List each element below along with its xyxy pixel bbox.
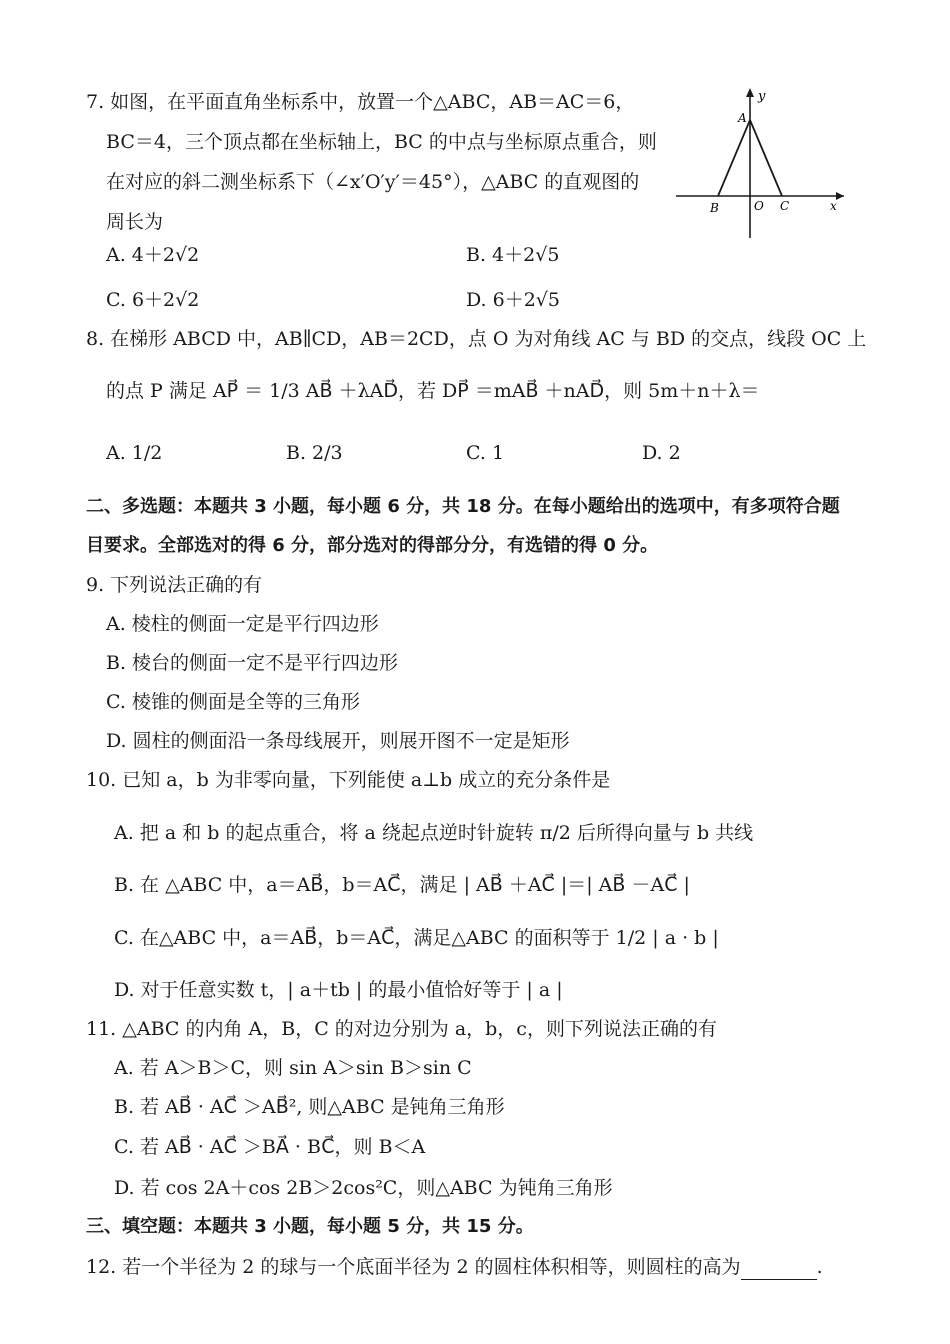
q8-option-d: D. 2 — [642, 442, 681, 464]
q12-answer-blank[interactable] — [741, 1259, 817, 1280]
q11-option-a: A. 若 A＞B＞C，则 sin A＞sin B＞sin C — [114, 1057, 472, 1079]
fig-y-label: y — [758, 89, 766, 104]
fig-vertex-b: B — [710, 201, 719, 215]
q7-option-c: C. 6＋2√2 — [106, 289, 200, 311]
q8-option-b: B. 2/3 — [286, 442, 343, 464]
q8-line-1: 8. 在梯形 ABCD 中，AB∥CD，AB＝2CD，点 O 为对角线 AC 与 BD 的交点，线段 OC 上 — [86, 328, 867, 350]
q10-option-b: B. 在 △ABC 中，a＝AB⃗，b＝AC⃗，满足 | AB⃗ ＋AC⃗ |＝| AB⃗ －AC⃗ | — [114, 874, 690, 896]
q11-option-c: C. 若 AB⃗ · AC⃗ ＞BA⃗ · BC⃗，则 B＜A — [114, 1136, 426, 1158]
q12-end: . — [816, 1256, 823, 1278]
q8-option-c: C. 1 — [466, 442, 505, 464]
q11-stem: 11. △ABC 的内角 A，B，C 的对边分别为 a，b，c，则下列说法正确的有 — [86, 1018, 717, 1040]
q8-option-a: A. 1/2 — [106, 442, 163, 464]
q7-triangle-figure — [672, 84, 852, 244]
q7-option-a: A. 4＋2√2 — [106, 244, 200, 266]
q11-option-d: D. 若 cos 2A＋cos 2B＞2cos²C，则△ABC 为钝角三角形 — [114, 1177, 613, 1199]
q7-line-4: 周长为 — [106, 211, 164, 233]
q9-option-d: D. 圆柱的侧面沿一条母线展开，则展开图不一定是矩形 — [106, 730, 570, 752]
fig-x-label: x — [830, 199, 837, 213]
q9-option-b: B. 棱台的侧面一定不是平行四边形 — [106, 652, 399, 674]
q7-option-d: D. 6＋2√5 — [466, 289, 561, 311]
q7-line-3: 在对应的斜二测坐标系下（∠x′O′y′＝45°），△ABC 的直观图的 — [106, 171, 640, 193]
q10-option-c: C. 在△ABC 中，a＝AB⃗，b＝AC⃗，满足△ABC 的面积等于 1/2 | a · b | — [114, 927, 719, 949]
section-2-heading-cont: 目要求。全部选对的得 6 分，部分选对的得部分分，有选错的得 0 分。 — [86, 535, 659, 556]
q7-option-b: B. 4＋2√5 — [466, 244, 560, 266]
section-2-heading: 二、多选题：本题共 3 小题，每小题 6 分，共 18 分。在每小题给出的选项中，有多项符合题 — [86, 496, 840, 517]
q8-line-2: 的点 P 满足 AP⃗ ＝ 1/3 AB⃗ ＋λAD⃗，若 DP⃗ ＝mAB⃗ ＋nAD⃗，则 5m＋n＋λ＝ — [106, 380, 760, 402]
q9-stem: 9. 下列说法正确的有 — [86, 574, 263, 596]
q10-option-d: D. 对于任意实数 t，| a＋tb | 的最小值恰好等于 | a | — [114, 979, 563, 1001]
q7-line-2: BC＝4，三个顶点都在坐标轴上，BC 的中点与坐标原点重合，则 — [106, 131, 657, 153]
q11-option-b: B. 若 AB⃗ · AC⃗ ＞AB⃗², 则△ABC 是钝角三角形 — [114, 1096, 505, 1118]
section-3-heading: 三、填空题：本题共 3 小题，每小题 5 分，共 15 分。 — [86, 1216, 534, 1237]
q12-stem — [86, 1254, 823, 1280]
q9-option-c: C. 棱锥的侧面是全等的三角形 — [106, 691, 360, 713]
fig-vertex-a: A — [738, 111, 747, 125]
q9-option-a: A. 棱柱的侧面一定是平行四边形 — [106, 613, 379, 635]
q10-stem: 10. 已知 a，b 为非零向量，下列能使 a⊥b 成立的充分条件是 — [86, 769, 611, 791]
q12-text: 12. 若一个半径为 2 的球与一个底面半径为 2 的圆柱体积相等，则圆柱的高为 — [86, 1256, 741, 1278]
q7-line-1: 7. 如图，在平面直角坐标系中，放置一个△ABC，AB＝AC＝6， — [86, 91, 635, 113]
fig-origin-o: O — [754, 199, 764, 213]
question-7 — [86, 82, 666, 242]
q10-option-a: A. 把 a 和 b 的起点重合，将 a 绕起点逆时针旋转 π/2 后所得向量与 b 共线 — [114, 822, 754, 844]
fig-vertex-c: C — [780, 199, 790, 213]
